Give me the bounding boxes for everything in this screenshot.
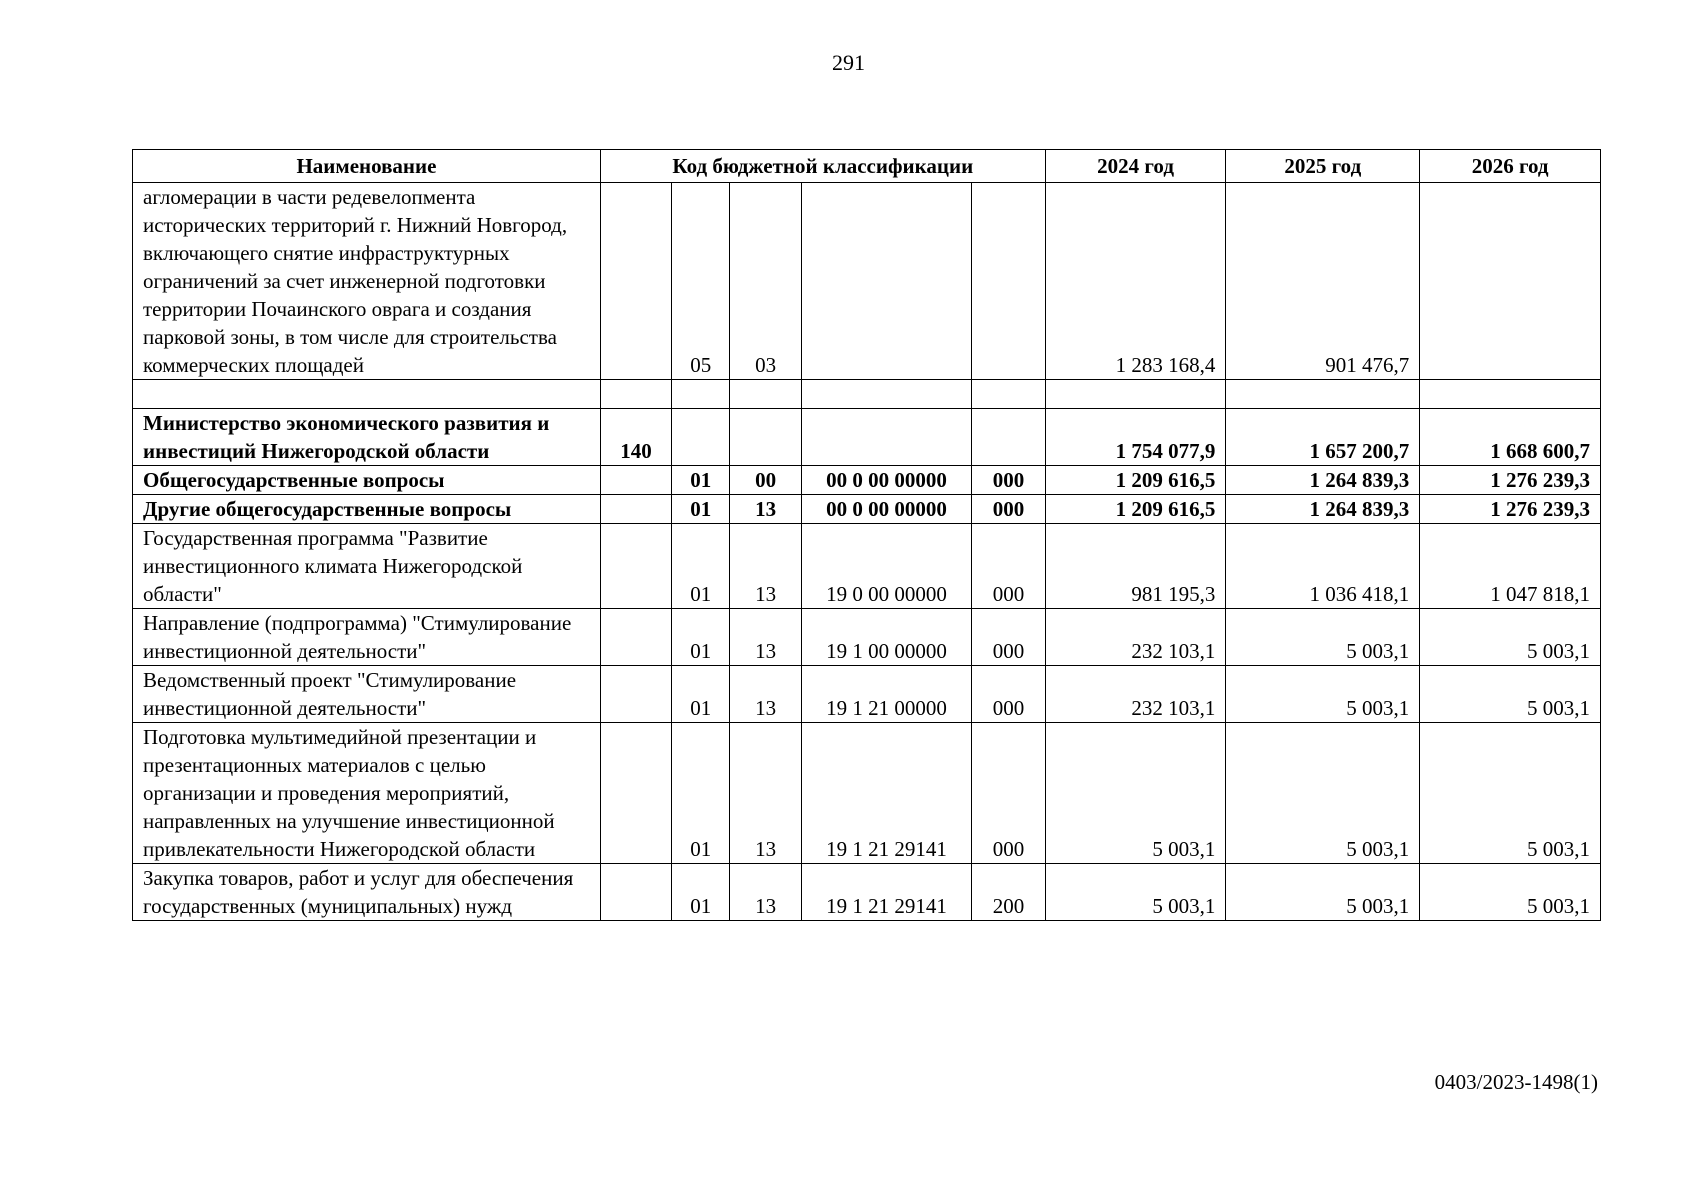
row-expense-type: 200 [972, 864, 1045, 921]
row-expense-type: 000 [972, 466, 1045, 495]
page-number: 291 [832, 50, 865, 75]
row-ministry [600, 380, 671, 409]
row-name: Государственная программа "Развитие инвестиционного климата Нижегородской области" [133, 524, 601, 609]
row-2024: 232 103,1 [1045, 609, 1226, 666]
row-2024: 1 754 077,9 [1045, 409, 1226, 466]
row-name: Общегосударственные вопросы [133, 466, 601, 495]
row-expense-type [972, 409, 1045, 466]
row-2026 [1420, 380, 1601, 409]
row-subsection: 13 [730, 609, 801, 666]
row-subsection: 13 [730, 864, 801, 921]
row-2026: 1 668 600,7 [1420, 409, 1601, 466]
row-2025: 5 003,1 [1226, 864, 1420, 921]
row-section: 01 [672, 864, 730, 921]
row-2026: 5 003,1 [1420, 666, 1601, 723]
row-ministry [600, 609, 671, 666]
row-2026: 5 003,1 [1420, 864, 1601, 921]
row-2026: 1 276 239,3 [1420, 495, 1601, 524]
row-expense-type: 000 [972, 524, 1045, 609]
table-header-row [133, 150, 1601, 183]
table-row [133, 495, 1601, 524]
row-section: 01 [672, 466, 730, 495]
row-subsection: 13 [730, 666, 801, 723]
row-subsection: 03 [730, 183, 801, 380]
row-target: 00 0 00 00000 [801, 466, 972, 495]
row-expense-type [972, 380, 1045, 409]
header-name: Наименование [133, 150, 601, 183]
row-subsection: 13 [730, 723, 801, 864]
row-name: Закупка товаров, работ и услуг для обеспечения государственных (муниципальных) нужд [133, 864, 601, 921]
row-subsection [730, 409, 801, 466]
row-target: 19 1 21 00000 [801, 666, 972, 723]
row-2026: 1 276 239,3 [1420, 466, 1601, 495]
row-subsection: 13 [730, 495, 801, 524]
row-expense-type: 000 [972, 495, 1045, 524]
row-section [672, 380, 730, 409]
header-code: Код бюджетной классификации [600, 150, 1045, 183]
header-2026: 2026 год [1420, 150, 1601, 183]
row-name [133, 380, 601, 409]
table-row [133, 466, 1601, 495]
row-section: 05 [672, 183, 730, 380]
header-2025: 2025 год [1226, 150, 1420, 183]
row-2025 [1226, 380, 1420, 409]
row-2025: 1 264 839,3 [1226, 495, 1420, 524]
document-number: 0403/2023-1498(1) [1434, 1070, 1598, 1094]
table-row [133, 409, 1601, 466]
row-section: 01 [672, 723, 730, 864]
row-target [801, 380, 972, 409]
row-2024: 981 195,3 [1045, 524, 1226, 609]
row-name: Другие общегосударственные вопросы [133, 495, 601, 524]
row-section [672, 409, 730, 466]
row-target: 19 0 00 00000 [801, 524, 972, 609]
row-2025: 5 003,1 [1226, 666, 1420, 723]
row-2024: 1 283 168,4 [1045, 183, 1226, 380]
table-row [133, 666, 1601, 723]
row-expense-type [972, 183, 1045, 380]
table-row [133, 524, 1601, 609]
table-row [133, 183, 1601, 380]
row-name: Подготовка мультимедийной презентации и презентационных материалов с целью организации и проведения мероприятий, направленных на улучшение инвестиционной привлекательности Нижегородской области [133, 723, 601, 864]
row-target [801, 183, 972, 380]
row-section: 01 [672, 495, 730, 524]
row-expense-type: 000 [972, 609, 1045, 666]
row-target: 19 1 00 00000 [801, 609, 972, 666]
row-ministry [600, 466, 671, 495]
row-2024: 5 003,1 [1045, 864, 1226, 921]
row-name: агломерации в части редевелопмента исторических территорий г. Нижний Новгород, включающего снятие инфраструктурных ограничений за счет инженерной подготовки территории Почаинского оврага и создания парковой зоны, в том числе для строительства коммерческих площадей [133, 183, 601, 380]
row-2024: 232 103,1 [1045, 666, 1226, 723]
row-2024: 5 003,1 [1045, 723, 1226, 864]
row-2024: 1 209 616,5 [1045, 466, 1226, 495]
row-subsection: 00 [730, 466, 801, 495]
row-name: Министерство экономического развития и инвестиций Нижегородской области [133, 409, 601, 466]
row-ministry [600, 723, 671, 864]
row-section: 01 [672, 666, 730, 723]
row-target [801, 409, 972, 466]
row-2025: 901 476,7 [1226, 183, 1420, 380]
row-ministry [600, 666, 671, 723]
row-2025: 1 036 418,1 [1226, 524, 1420, 609]
row-2025: 5 003,1 [1226, 609, 1420, 666]
row-2025: 1 264 839,3 [1226, 466, 1420, 495]
row-2026: 1 047 818,1 [1420, 524, 1601, 609]
row-ministry [600, 864, 671, 921]
row-expense-type: 000 [972, 723, 1045, 864]
row-section: 01 [672, 609, 730, 666]
row-target: 19 1 21 29141 [801, 864, 972, 921]
row-target: 00 0 00 00000 [801, 495, 972, 524]
row-ministry [600, 183, 671, 380]
row-subsection: 13 [730, 524, 801, 609]
table-row [133, 864, 1601, 921]
row-ministry [600, 495, 671, 524]
row-expense-type: 000 [972, 666, 1045, 723]
row-2024: 1 209 616,5 [1045, 495, 1226, 524]
row-ministry: 140 [600, 409, 671, 466]
row-2026: 5 003,1 [1420, 609, 1601, 666]
row-name: Направление (подпрограмма) "Стимулирование инвестиционной деятельности" [133, 609, 601, 666]
row-2024 [1045, 380, 1226, 409]
table-row-spacer [133, 380, 1601, 409]
header-2024: 2024 год [1045, 150, 1226, 183]
table-row [133, 609, 1601, 666]
row-ministry [600, 524, 671, 609]
budget-table [132, 149, 1601, 921]
table-row [133, 723, 1601, 864]
row-name: Ведомственный проект "Стимулирование инвестиционной деятельности" [133, 666, 601, 723]
row-2025: 5 003,1 [1226, 723, 1420, 864]
row-target: 19 1 21 29141 [801, 723, 972, 864]
row-2025: 1 657 200,7 [1226, 409, 1420, 466]
row-section: 01 [672, 524, 730, 609]
row-2026: 5 003,1 [1420, 723, 1601, 864]
row-2026 [1420, 183, 1601, 380]
row-subsection [730, 380, 801, 409]
